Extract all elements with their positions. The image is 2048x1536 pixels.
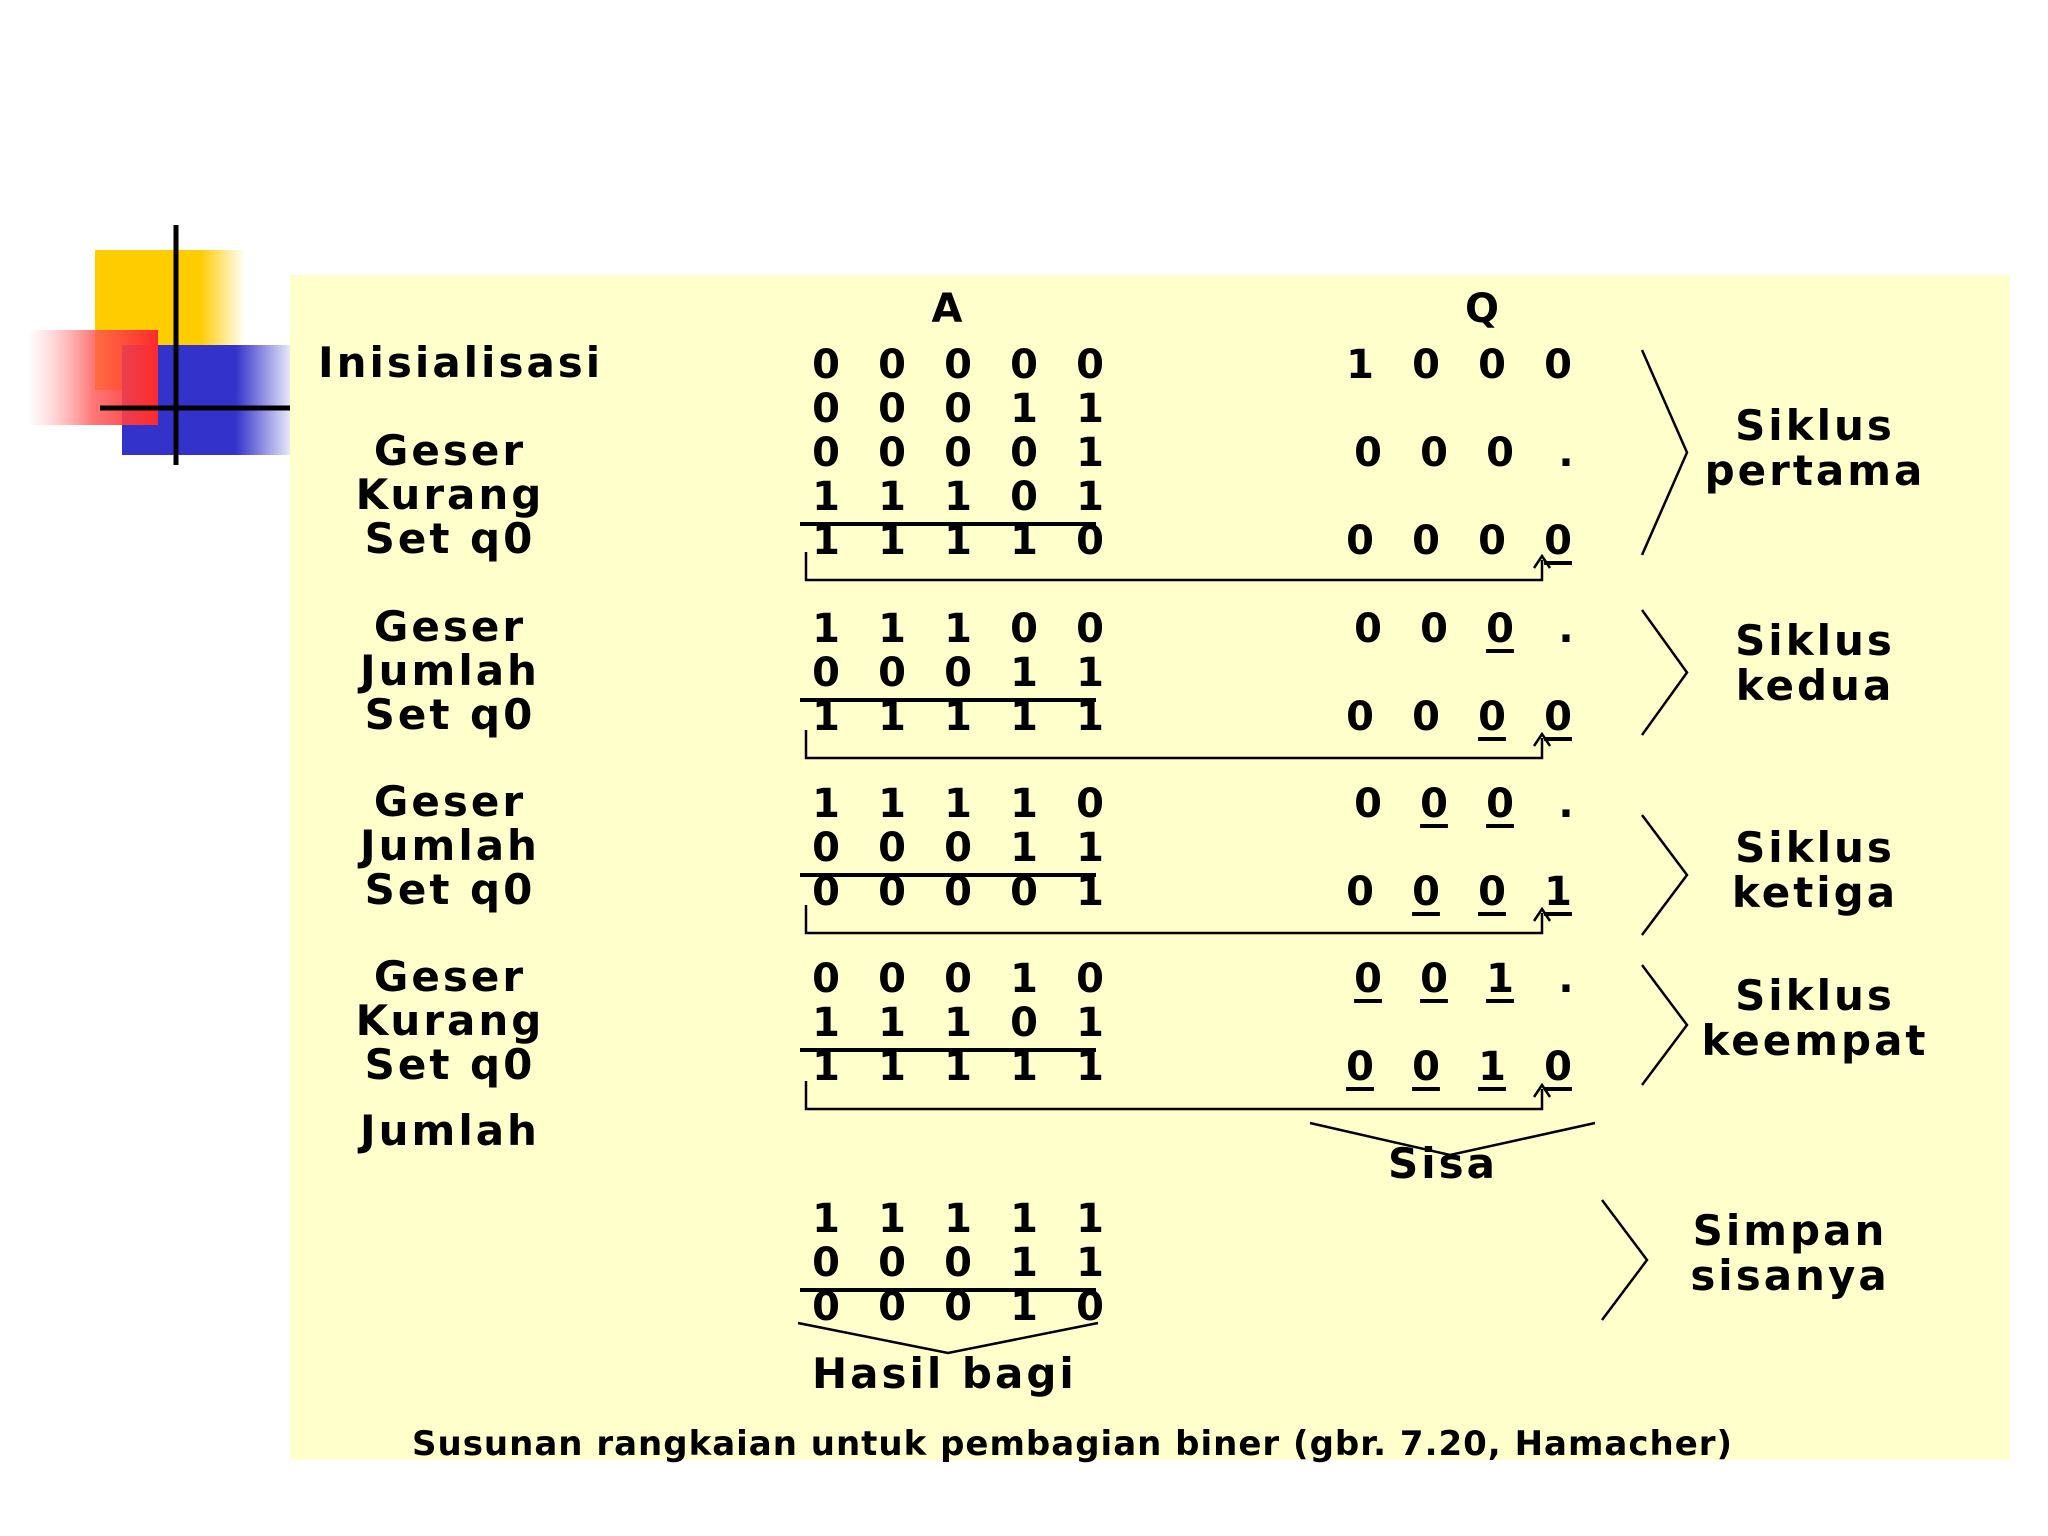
- a-register-bit: 1: [1010, 956, 1038, 1002]
- a-register-bit: 1: [944, 1196, 972, 1242]
- a-register-bit: 1: [1010, 1196, 1038, 1242]
- column-header-q: Q: [1464, 286, 1499, 332]
- q-register-bit: 0: [1486, 781, 1514, 827]
- a-register-bit: 0: [1076, 606, 1104, 652]
- a-register-bit: 0: [944, 1240, 972, 1286]
- a-register-bit: 1: [812, 518, 840, 564]
- a-register-bit: 1: [1010, 650, 1038, 696]
- a-register-bit: 0: [1010, 342, 1038, 388]
- a-register-bit: 1: [944, 474, 972, 520]
- a-register-bit: 1: [944, 1044, 972, 1090]
- a-register-bit: 0: [812, 650, 840, 696]
- a-register-bit: 0: [1076, 1284, 1104, 1330]
- q-register-bit: 1: [1544, 869, 1572, 915]
- group-label-line1: Siklus: [1735, 401, 1895, 450]
- q-register-bit: 0: [1412, 869, 1440, 915]
- q-register-bit: 0: [1486, 430, 1514, 476]
- q-register-bit: 0: [1412, 342, 1440, 388]
- q-register-bit: 0: [1354, 606, 1382, 652]
- a-register-bit: 0: [1010, 474, 1038, 520]
- a-register-bit: 0: [944, 650, 972, 696]
- a-register-bit: 0: [812, 825, 840, 871]
- a-register-bit: 1: [1010, 825, 1038, 871]
- a-register-bit: 0: [944, 1284, 972, 1330]
- a-register-bit: 1: [878, 781, 906, 827]
- q-register-bit: 0: [1420, 430, 1448, 476]
- q-register-bit: .: [1558, 606, 1574, 652]
- q-register-bit: 0: [1544, 1044, 1572, 1090]
- q-register-bit: 0: [1346, 869, 1374, 915]
- a-register-bit: 0: [1076, 781, 1104, 827]
- a-register-bit: 0: [812, 956, 840, 1002]
- a-register-bit: 1: [1076, 474, 1104, 520]
- a-register-bit: 0: [878, 386, 906, 432]
- group-label-line2: ketiga: [1731, 868, 1899, 917]
- group-label-line2: pertama: [1704, 446, 1926, 495]
- a-register-bit: 1: [944, 781, 972, 827]
- a-register-bit: 0: [1010, 1000, 1038, 1046]
- a-register-bit: 1: [812, 474, 840, 520]
- q-register-bit: 0: [1420, 956, 1448, 1002]
- figure-caption: Susunan rangkaian untuk pembagian biner (gbr. 7.20, Hamacher): [412, 1424, 1734, 1464]
- a-register-bit: 1: [878, 1044, 906, 1090]
- step-label: Kurang: [355, 470, 545, 519]
- step-label: Geser: [373, 952, 527, 1001]
- a-register-bit: 1: [1076, 430, 1104, 476]
- a-register-bit: 1: [944, 694, 972, 740]
- q-register-bit: 0: [1412, 694, 1440, 740]
- group-label-line2: keempat: [1701, 1016, 1929, 1065]
- q-register-bit: 1: [1346, 342, 1374, 388]
- group-label-line1: Siklus: [1735, 823, 1895, 872]
- a-register-bit: 1: [878, 1000, 906, 1046]
- a-register-bit: 1: [944, 518, 972, 564]
- q-register-bit: 0: [1346, 1044, 1374, 1090]
- a-register-bit: 0: [878, 956, 906, 1002]
- decorative-squares: [0, 0, 300, 470]
- q-register-bit: 0: [1346, 518, 1374, 564]
- q-register-bit: 0: [1354, 781, 1382, 827]
- q-register-bit: 0: [1420, 606, 1448, 652]
- step-label: Set q0: [364, 690, 536, 739]
- a-register-bit: 1: [812, 1196, 840, 1242]
- step-label: Jumlah: [360, 1106, 540, 1155]
- a-register-bit: 0: [878, 869, 906, 915]
- step-label: Set q0: [364, 1040, 536, 1089]
- step-label: Jumlah: [360, 646, 540, 695]
- q-register-bit: 0: [1412, 518, 1440, 564]
- q-register-bit: 0: [1544, 518, 1572, 564]
- group-label-line2: sisanya: [1690, 1251, 1890, 1300]
- q-register-bit: 0: [1544, 342, 1572, 388]
- step-label: Set q0: [364, 514, 536, 563]
- step-label: Inisialisasi: [318, 338, 604, 387]
- a-register-bit: 1: [1076, 650, 1104, 696]
- a-register-bit: 1: [812, 1044, 840, 1090]
- q-register-bit: 0: [1486, 606, 1514, 652]
- q-register-bit: .: [1558, 956, 1574, 1002]
- a-register-bit: 0: [878, 430, 906, 476]
- a-register-bit: 1: [1076, 869, 1104, 915]
- a-register-bit: 0: [878, 825, 906, 871]
- step-label: Geser: [373, 602, 527, 651]
- red-square: [28, 330, 158, 425]
- a-register-bit: 0: [812, 1284, 840, 1330]
- a-register-bit: 0: [812, 342, 840, 388]
- a-register-bit: 1: [812, 606, 840, 652]
- a-register-bit: 1: [944, 606, 972, 652]
- q-register-bit: 0: [1478, 694, 1506, 740]
- group-label-line1: Siklus: [1735, 971, 1895, 1020]
- q-register-bit: 0: [1478, 342, 1506, 388]
- a-register-bit: 1: [1010, 518, 1038, 564]
- a-register-bit: 1: [1076, 1196, 1104, 1242]
- a-register-bit: 1: [1010, 694, 1038, 740]
- a-register-bit: 0: [1010, 869, 1038, 915]
- a-register-bit: 1: [1010, 386, 1038, 432]
- a-register-bit: 1: [878, 474, 906, 520]
- a-register-bit: 0: [944, 342, 972, 388]
- a-register-bit: 0: [812, 869, 840, 915]
- a-register-bit: 1: [1076, 386, 1104, 432]
- a-register-bit: 0: [878, 1284, 906, 1330]
- q-register-bit: 0: [1478, 518, 1506, 564]
- a-register-bit: 1: [1076, 1000, 1104, 1046]
- step-label: Jumlah: [360, 821, 540, 870]
- a-register-bit: 0: [1010, 606, 1038, 652]
- a-register-bit: 1: [878, 606, 906, 652]
- a-register-bit: 0: [878, 1240, 906, 1286]
- a-register-bit: 0: [944, 869, 972, 915]
- a-register-bit: 1: [1076, 1044, 1104, 1090]
- a-register-bit: 0: [1076, 518, 1104, 564]
- a-register-bit: 1: [1076, 694, 1104, 740]
- q-register-bit: 1: [1486, 956, 1514, 1002]
- q-register-bit: 0: [1544, 694, 1572, 740]
- a-register-bit: 0: [812, 1240, 840, 1286]
- a-register-bit: 1: [1076, 825, 1104, 871]
- quotient-label: Hasil bagi: [812, 1349, 1077, 1398]
- q-register-bit: 0: [1478, 869, 1506, 915]
- a-register-bit: 1: [878, 694, 906, 740]
- q-register-bit: 0: [1420, 781, 1448, 827]
- a-register-bit: 1: [1010, 1240, 1038, 1286]
- a-register-bit: 1: [1010, 781, 1038, 827]
- a-register-bit: 1: [878, 1196, 906, 1242]
- a-register-bit: 1: [1010, 1284, 1038, 1330]
- a-register-bit: 0: [944, 386, 972, 432]
- a-register-bit: 1: [812, 781, 840, 827]
- step-label: Kurang: [355, 996, 545, 1045]
- a-register-bit: 1: [944, 1000, 972, 1046]
- q-register-bit: .: [1558, 430, 1574, 476]
- a-register-bit: 0: [878, 650, 906, 696]
- q-register-bit: .: [1558, 781, 1574, 827]
- a-register-bit: 1: [1010, 1044, 1038, 1090]
- a-register-bit: 0: [1076, 342, 1104, 388]
- a-register-bit: 0: [944, 956, 972, 1002]
- q-register-bit: 0: [1346, 694, 1374, 740]
- q-register-bit: 0: [1412, 1044, 1440, 1090]
- q-register-bit: 0: [1354, 430, 1382, 476]
- step-label: Set q0: [364, 865, 536, 914]
- column-header-a: A: [931, 286, 963, 332]
- group-label-line1: Simpan: [1692, 1206, 1888, 1255]
- a-register-bit: 0: [878, 342, 906, 388]
- a-register-bit: 1: [878, 518, 906, 564]
- division-diagram: [290, 275, 2010, 1464]
- a-register-bit: 1: [1076, 1240, 1104, 1286]
- q-register-bit: 1: [1478, 1044, 1506, 1090]
- a-register-bit: 0: [812, 386, 840, 432]
- a-register-bit: 0: [812, 430, 840, 476]
- a-register-bit: 0: [944, 430, 972, 476]
- group-label-line2: kedua: [1735, 661, 1895, 710]
- group-label-line1: Siklus: [1735, 616, 1895, 665]
- a-register-bit: 1: [812, 1000, 840, 1046]
- step-label: Geser: [373, 777, 527, 826]
- remainder-label: Sisa: [1388, 1139, 1498, 1188]
- a-register-bit: 1: [812, 694, 840, 740]
- a-register-bit: 0: [1010, 430, 1038, 476]
- a-register-bit: 0: [1076, 956, 1104, 1002]
- step-label: Geser: [373, 426, 527, 475]
- a-register-bit: 0: [944, 825, 972, 871]
- q-register-bit: 0: [1354, 956, 1382, 1002]
